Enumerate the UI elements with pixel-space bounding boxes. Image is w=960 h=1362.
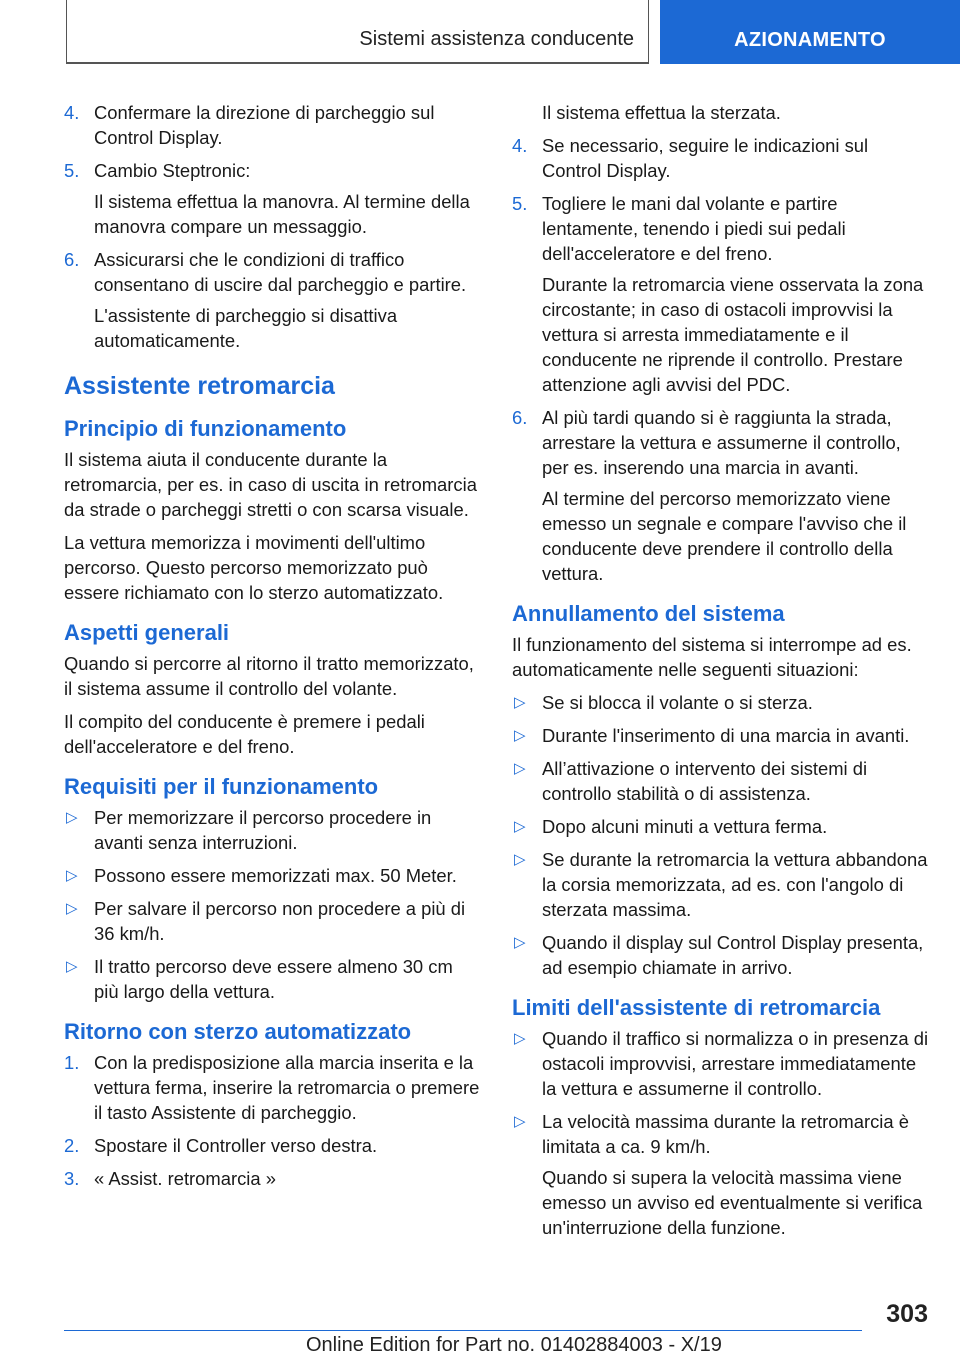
step-number: 4.: [64, 102, 80, 123]
paragraph: Il funzionamento del sistema si interrompe ad es. automaticamente nelle seguenti situazioni:: [512, 634, 912, 680]
list-item: [512, 756, 930, 806]
list-item: [512, 1026, 930, 1101]
step-detail: Al termine del percorso memorizzato viene emesso un segnale e compare l'avviso che il conducente deve prendere il controllo della vettura.: [542, 488, 907, 584]
header-chapter-label: AZIONAMENTO: [734, 29, 886, 51]
list-item: [64, 158, 482, 239]
subsection-heading: Limiti dell'assistente di retromarcia: [512, 995, 881, 1020]
triangle-bullet-icon: ▷: [514, 1113, 526, 1130]
step-number: 3.: [64, 1168, 80, 1189]
list-item: [64, 863, 482, 888]
list-item: [64, 954, 482, 1004]
triangle-bullet-icon: ▷: [514, 1030, 526, 1047]
step-text: Se necessario, seguire le indicazioni sul Control Display.: [542, 135, 869, 181]
list-item: [512, 1109, 930, 1240]
list-item: [64, 1133, 482, 1158]
subsection-heading: Annullamento del sistema: [512, 601, 785, 626]
step-number: 5.: [64, 160, 80, 181]
bullet-text: Possono essere memorizzati max. 50 Meter.: [94, 865, 457, 886]
bullet-text: Quando il traffico si normalizza o in presenza di ostacoli improvvisi, arrestare immediatamente la vettura e assumerne il controllo.: [542, 1028, 929, 1099]
list-item: [64, 1166, 482, 1191]
step-number: 5.: [512, 193, 528, 214]
bullet-text: Quando il display sul Control Display presenta, ad esempio chiamate in arrivo.: [542, 932, 924, 978]
list-item: [512, 405, 930, 586]
bullet-text: La velocità massima durante la retromarcia è limitata a ca. 9 km/h.: [542, 1111, 909, 1157]
step-detail: Il sistema effettua la manovra. Al termine della manovra compare un messaggio.: [94, 191, 470, 237]
subsection-heading: Principio di funzionamento: [64, 416, 347, 441]
list-item: [512, 723, 930, 748]
header-underline: [66, 62, 649, 64]
bullet-text: Dopo alcuni minuti a vettura ferma.: [542, 816, 828, 837]
triangle-bullet-icon: ▷: [66, 809, 78, 826]
bullet-text: Per salvare il percorso non procedere a più di 36 km/h.: [94, 898, 466, 944]
list-item: [512, 847, 930, 922]
triangle-bullet-icon: ▷: [514, 934, 526, 951]
step-number: 6.: [64, 249, 80, 270]
list-item: [64, 1050, 482, 1125]
list-item: [512, 690, 930, 715]
bullet-text: Durante l'inserimento di una marcia in avanti.: [542, 725, 910, 746]
header-section-title: Sistemi assistenza conducente: [359, 28, 634, 50]
list-item: [512, 930, 930, 980]
step-number: 4.: [512, 135, 528, 156]
page-number: 303: [886, 1300, 928, 1328]
bullet-text: All’attivazione o intervento dei sistemi di controllo stabilità o di assistenza.: [542, 758, 868, 804]
list-item: [64, 100, 482, 150]
list-item: [512, 133, 930, 183]
step-detail: Durante la retromarcia viene osservata la zona circostante; in caso di ostacoli improvvisi la vettura si arresta immediatamente e il conducente ne riprende il controllo. Prestare attenzione agli avvisi del PDC.: [542, 274, 924, 395]
header-chapter-tab[interactable]: [660, 0, 960, 64]
right-column: [512, 100, 930, 1248]
list-item: [64, 896, 482, 946]
bullet-text: Il tratto percorso deve essere almeno 30 cm più largo della vettura.: [94, 956, 453, 1002]
step-text: Cambio Steptronic:: [94, 160, 251, 181]
step-text: Al più tardi quando si è raggiunta la strada, arrestare la vettura e assumerne il controllo, per es. inserendo una marcia in avanti.: [542, 407, 901, 478]
paragraph: Il compito del conducente è premere i pedali dell'acceleratore e del freno.: [64, 711, 425, 757]
triangle-bullet-icon: ▷: [514, 694, 526, 711]
triangle-bullet-icon: ▷: [514, 851, 526, 868]
triangle-bullet-icon: ▷: [66, 867, 78, 884]
paragraph: Il sistema aiuta il conducente durante la retromarcia, per es. in caso di uscita in retromarcia da strade o parcheggi stretti o con scarsa visuale.: [64, 449, 477, 520]
list-item: [64, 247, 482, 353]
step-text: Confermare la direzione di parcheggio sul Control Display.: [94, 102, 435, 148]
footer-divider: [64, 1330, 862, 1331]
triangle-bullet-icon: ▷: [66, 900, 78, 917]
step-text: Assicurarsi che le condizioni di traffico consentano di uscire dal parcheggio e partire.: [94, 249, 467, 295]
step-text: « Assist. retromarcia »: [94, 1168, 276, 1189]
triangle-bullet-icon: ▷: [514, 760, 526, 777]
step-text: Con la predisposizione alla marcia inserita e la vettura ferma, inserire la retromarcia o premere il tasto Assistente di parcheggio.: [94, 1052, 480, 1123]
footer-edition-text: Online Edition for Part no. 01402884003 - X/19: [306, 1334, 722, 1356]
section-heading: Assistente retromarcia: [64, 372, 335, 400]
bullet-text: Se si blocca il volante o si sterza.: [542, 692, 813, 713]
step-text: Togliere le mani dal volante e partire lentamente, tenendo i piedi sui pedali dell'acceleratore e del freno.: [542, 193, 846, 264]
step-number: 1.: [64, 1052, 80, 1073]
paragraph: Quando si percorre al ritorno il tratto memorizzato, il sistema assume il controllo del volante.: [64, 653, 474, 699]
list-item: [512, 814, 930, 839]
triangle-bullet-icon: ▷: [514, 727, 526, 744]
list-item: [64, 805, 482, 855]
bullet-text: Per memorizzare il percorso procedere in avanti senza interruzioni.: [94, 807, 432, 853]
triangle-bullet-icon: ▷: [514, 818, 526, 835]
step-detail: L'assistente di parcheggio si disattiva automaticamente.: [94, 305, 398, 351]
step-detail: Il sistema effettua la sterzata.: [542, 102, 781, 123]
triangle-bullet-icon: ▷: [66, 958, 78, 975]
step-number: 2.: [64, 1135, 80, 1156]
subsection-heading: Ritorno con sterzo automatizzato: [64, 1019, 412, 1044]
step-text: Spostare il Controller verso destra.: [94, 1135, 378, 1156]
paragraph: La vettura memorizza i movimenti dell'ultimo percorso. Questo percorso memorizzato può essere richiamato con lo sterzo automatizzato.: [64, 532, 444, 603]
list-item: [512, 191, 930, 397]
step-number: 6.: [512, 407, 528, 428]
subsection-heading: Requisiti per il funzionamento: [64, 774, 379, 799]
bullet-text: Se durante la retromarcia la vettura abbandona la corsia memorizzata, ad es. con l'angolo di sterzata massima.: [542, 849, 928, 920]
bullet-detail: Quando si supera la velocità massima viene emesso un avviso ed eventualmente si verifica un'interruzione della funzione.: [542, 1167, 923, 1238]
header-line-right: [648, 0, 649, 62]
subsection-heading: Aspetti generali: [64, 620, 230, 645]
left-column: [64, 100, 482, 1199]
